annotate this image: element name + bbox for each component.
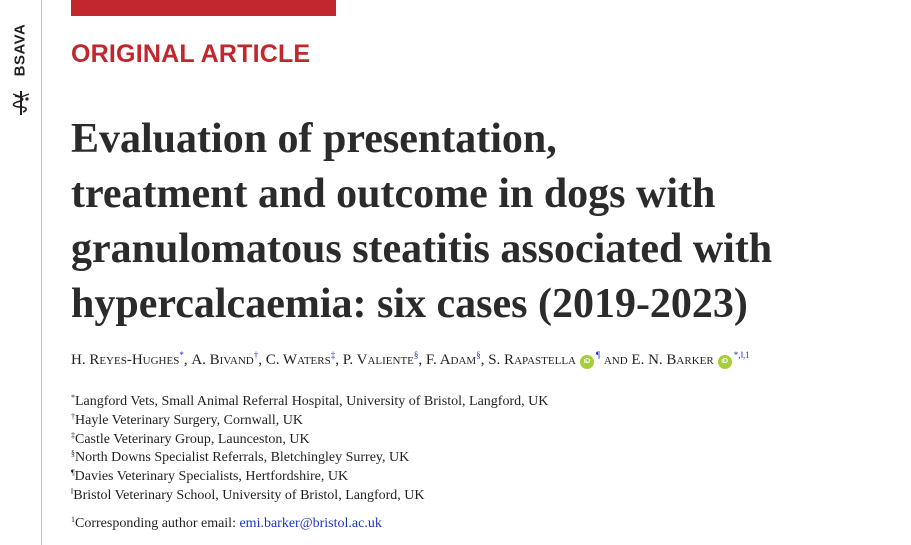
author-separator: , [418, 352, 426, 368]
author-separator: , [258, 352, 266, 368]
affiliation-mark: * [71, 393, 75, 402]
orcid-icon[interactable]: iD [718, 355, 732, 369]
affiliation-mark: ‖ [71, 486, 74, 496]
author-affil-mark[interactable]: † [253, 350, 259, 360]
author-list [71, 349, 911, 371]
affiliation-mark: ¶ [71, 468, 75, 478]
correspondence-label: Corresponding author email: [75, 516, 240, 531]
affiliation-mark: † [71, 411, 75, 421]
affiliation-text: Bristol Veterinary School, University of Bristol, Langford, UK [73, 487, 425, 503]
affiliation-text: Hayle Veterinary Surgery, Cornwall, UK [75, 412, 303, 428]
correspondence-line [71, 516, 382, 532]
author-affil-mark[interactable]: ‡ [330, 350, 336, 360]
author-affil-mark[interactable]: § [476, 350, 481, 360]
publisher-branding [3, 14, 37, 114]
author-name: S. Rapastella [488, 352, 576, 368]
correspondence-email-link[interactable]: emi.barker@bristol.ac.uk [239, 516, 382, 531]
affiliation [71, 487, 891, 506]
author[interactable] [266, 352, 336, 368]
author-affil-mark[interactable]: ¶ [596, 350, 601, 360]
affiliation-text: Castle Veterinary Group, Launceston, UK [75, 431, 310, 447]
title-line: treatment and outcome in dogs with [71, 171, 716, 217]
brand-name: BSAVA [11, 23, 29, 77]
article-title [71, 112, 906, 332]
author-name: C. Waters [265, 352, 331, 368]
affiliation-text: North Downs Specialist Referrals, Bletchingley Surrey, UK [75, 450, 410, 466]
margin-rule [41, 0, 42, 545]
serpent-staff-icon [11, 90, 31, 116]
affiliation [71, 468, 891, 487]
author-name: E. N. Barker [631, 352, 714, 368]
author-affil-mark[interactable]: * [179, 350, 184, 360]
author[interactable] [426, 352, 481, 368]
affiliation [71, 431, 891, 450]
author-name: A. Bivand [191, 352, 254, 368]
header-accent-bar [71, 0, 336, 16]
affiliation [71, 393, 891, 412]
correspondence-mark: 1 [71, 515, 75, 524]
title-line: Evaluation of presentation, [71, 116, 557, 162]
article-type-label: ORIGINAL ARTICLE [71, 40, 311, 68]
author-name: F. Adam [425, 352, 477, 368]
affiliation [71, 449, 891, 468]
author-separator: , [183, 352, 192, 368]
author-separator: , [335, 352, 343, 368]
author-name: P. Valiente [342, 352, 414, 368]
orcid-icon[interactable]: iD [580, 355, 594, 369]
author-affil-mark[interactable]: *,‖,1 [733, 350, 750, 360]
title-line: hypercalcaemia: six cases (2019-2023) [71, 281, 748, 327]
author[interactable] [71, 352, 184, 368]
author-affil-mark[interactable]: § [413, 350, 419, 360]
author[interactable] [191, 352, 258, 368]
author[interactable] [343, 352, 419, 368]
affiliation [71, 412, 891, 431]
affiliation-text: Davies Veterinary Specialists, Hertfordshire, UK [74, 469, 349, 485]
affiliation-list [71, 393, 891, 506]
author-separator: , [480, 352, 489, 368]
affiliation-text: Langford Vets, Small Animal Referral Hospital, University of Bristol, Langford, UK [75, 394, 549, 409]
author-name: H. Reyes-Hughes [71, 352, 180, 368]
author-conjunction: and [603, 352, 628, 368]
affiliation-mark: ‡ [71, 430, 75, 440]
author[interactable] [488, 352, 600, 368]
affiliation-mark: § [71, 449, 75, 459]
title-line: granulomatous steatitis associated with [71, 226, 773, 272]
author[interactable] [631, 352, 749, 368]
